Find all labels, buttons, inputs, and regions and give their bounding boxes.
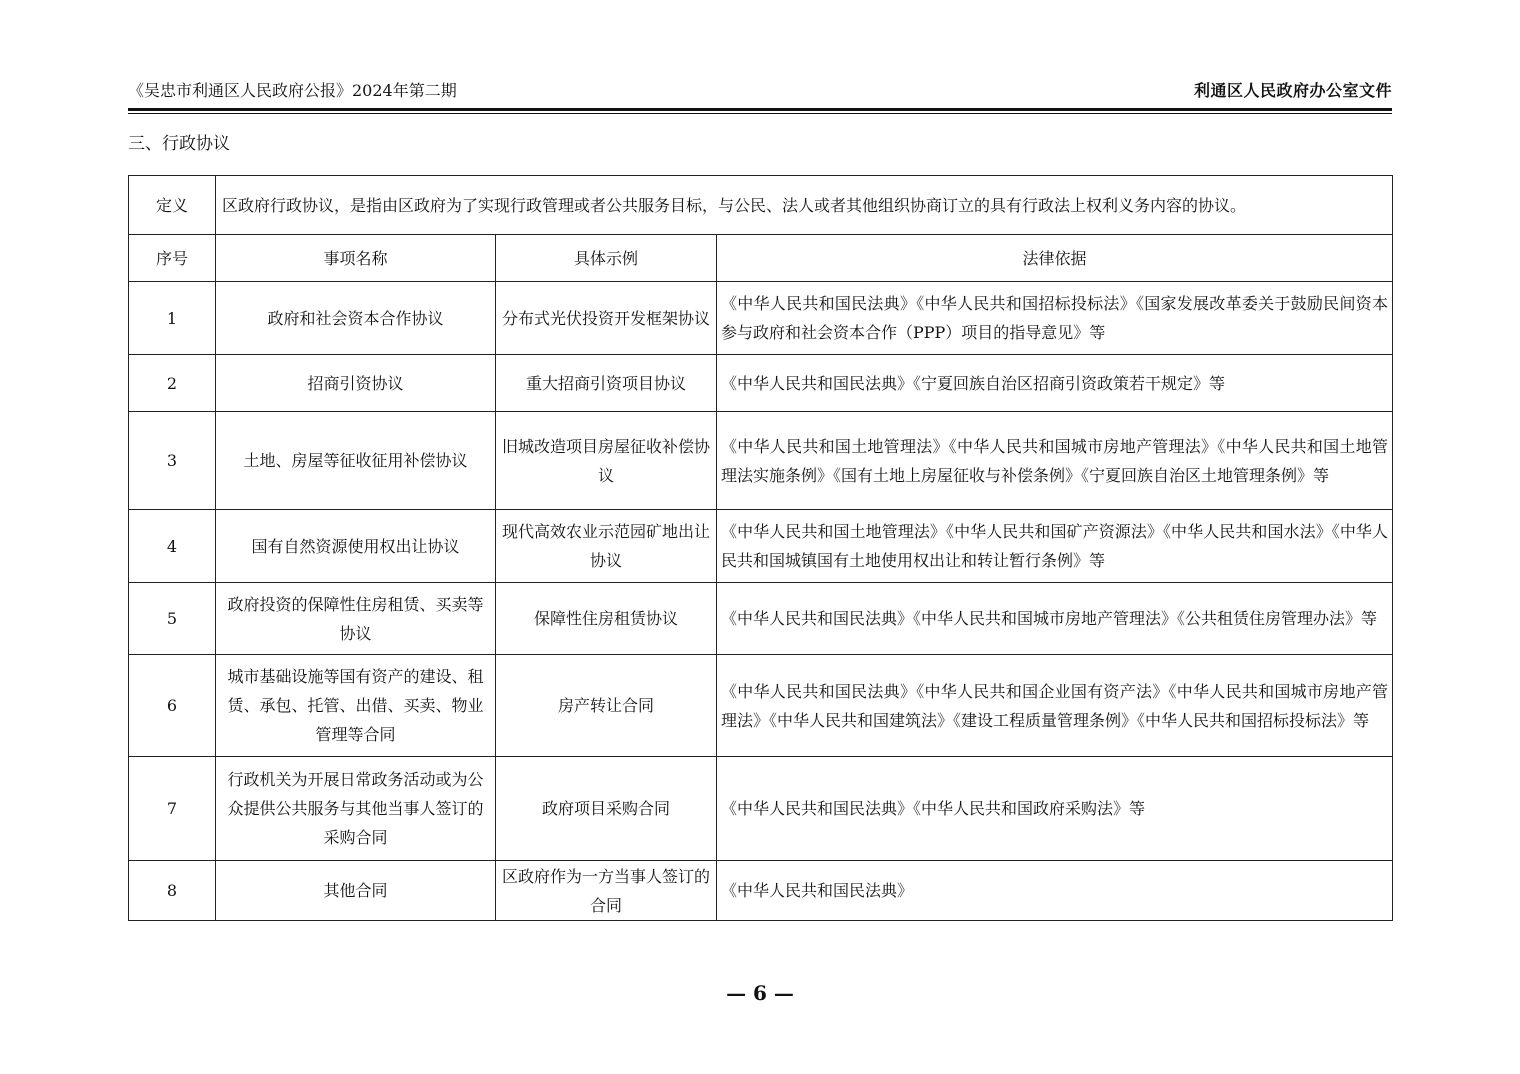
row-number: 5 — [129, 583, 216, 655]
definition-row — [129, 176, 1393, 235]
row-legal-basis: 《中华人民共和国民法典》《中华人民共和国政府采购法》等 — [717, 757, 1393, 861]
row-example: 重大招商引资项目协议 — [496, 355, 717, 412]
row-legal-basis: 《中华人民共和国民法典》《中华人民共和国招标投标法》《国家发展改革委关于鼓励民间资本参与政府和社会资本合作（PPP）项目的指导意见》等 — [717, 282, 1393, 355]
header-publication-title: 《吴忠市利通区人民政府公报》2024年第二期 — [128, 81, 457, 100]
table-row — [129, 510, 1393, 583]
column-header-item-name: 事项名称 — [216, 235, 496, 282]
row-example: 区政府作为一方当事人签订的合同 — [496, 861, 717, 921]
row-legal-basis: 《中华人民共和国民法典》《中华人民共和国企业国有资产法》《中华人民共和国城市房地产管理法》《中华人民共和国建筑法》《建设工程质量管理条例》《中华人民共和国招标投标法》等 — [717, 655, 1393, 757]
table-row — [129, 282, 1393, 355]
row-example: 旧城改造项目房屋征收补偿协议 — [496, 412, 717, 510]
row-legal-basis: 《中华人民共和国民法典》《宁夏回族自治区招商引资政策若干规定》等 — [717, 355, 1393, 412]
row-item-name: 国有自然资源使用权出让协议 — [216, 510, 496, 583]
row-item-name: 土地、房屋等征收征用补偿协议 — [216, 412, 496, 510]
row-item-name: 行政机关为开展日常政务活动或为公众提供公共服务与其他当事人签订的采购合同 — [216, 757, 496, 861]
page-number: — 6 — — [726, 981, 794, 1005]
row-number: 6 — [129, 655, 216, 757]
row-legal-basis: 《中华人民共和国土地管理法》《中华人民共和国城市房地产管理法》《中华人民共和国土地管理法实施条例》《国有土地上房屋征收与补偿条例》《宁夏回族自治区土地管理条例》等 — [717, 412, 1393, 510]
row-example: 分布式光伏投资开发框架协议 — [496, 282, 717, 355]
row-item-name: 招商引资协议 — [216, 355, 496, 412]
row-item-name: 其他合同 — [216, 861, 496, 921]
header-office-name: 利通区人民政府办公室文件 — [1193, 81, 1392, 100]
running-header — [128, 78, 1392, 104]
row-number: 8 — [129, 861, 216, 921]
header-double-rule — [128, 108, 1392, 114]
row-example: 保障性住房租赁协议 — [496, 583, 717, 655]
table-row — [129, 861, 1393, 921]
table-row — [129, 583, 1393, 655]
row-legal-basis: 《中华人民共和国民法典》 — [717, 861, 1393, 921]
administrative-agreements-table — [128, 175, 1393, 921]
row-item-name: 城市基础设施等国有资产的建设、租赁、承包、托管、出借、买卖、物业管理等合同 — [216, 655, 496, 757]
table-row — [129, 757, 1393, 861]
row-example: 现代高效农业示范园矿地出让协议 — [496, 510, 717, 583]
row-number: 7 — [129, 757, 216, 861]
row-number: 4 — [129, 510, 216, 583]
column-header-number: 序号 — [129, 235, 216, 282]
row-legal-basis: 《中华人民共和国民法典》《中华人民共和国城市房地产管理法》《公共租赁住房管理办法》等 — [717, 583, 1393, 655]
table-row — [129, 412, 1393, 510]
definition-text: 区政府行政协议，是指由区政府为了实现行政管理或者公共服务目标，与公民、法人或者其他组织协商订立的具有行政法上权利义务内容的协议。 — [216, 176, 1393, 235]
section-title: 三、行政协议 — [128, 134, 230, 154]
table-row — [129, 655, 1393, 757]
row-item-name: 政府投资的保障性住房租赁、买卖等协议 — [216, 583, 496, 655]
row-number: 3 — [129, 412, 216, 510]
row-number: 1 — [129, 282, 216, 355]
definition-label: 定义 — [129, 176, 216, 235]
row-number: 2 — [129, 355, 216, 412]
column-header-legal-basis: 法律依据 — [717, 235, 1393, 282]
row-item-name: 政府和社会资本合作协议 — [216, 282, 496, 355]
row-legal-basis: 《中华人民共和国土地管理法》《中华人民共和国矿产资源法》《中华人民共和国水法》《中华人民共和国城镇国有土地使用权出让和转让暂行条例》等 — [717, 510, 1393, 583]
column-header-example: 具体示例 — [496, 235, 717, 282]
row-example: 政府项目采购合同 — [496, 757, 717, 861]
table-row — [129, 355, 1393, 412]
column-header-row — [129, 235, 1393, 282]
row-example: 房产转让合同 — [496, 655, 717, 757]
